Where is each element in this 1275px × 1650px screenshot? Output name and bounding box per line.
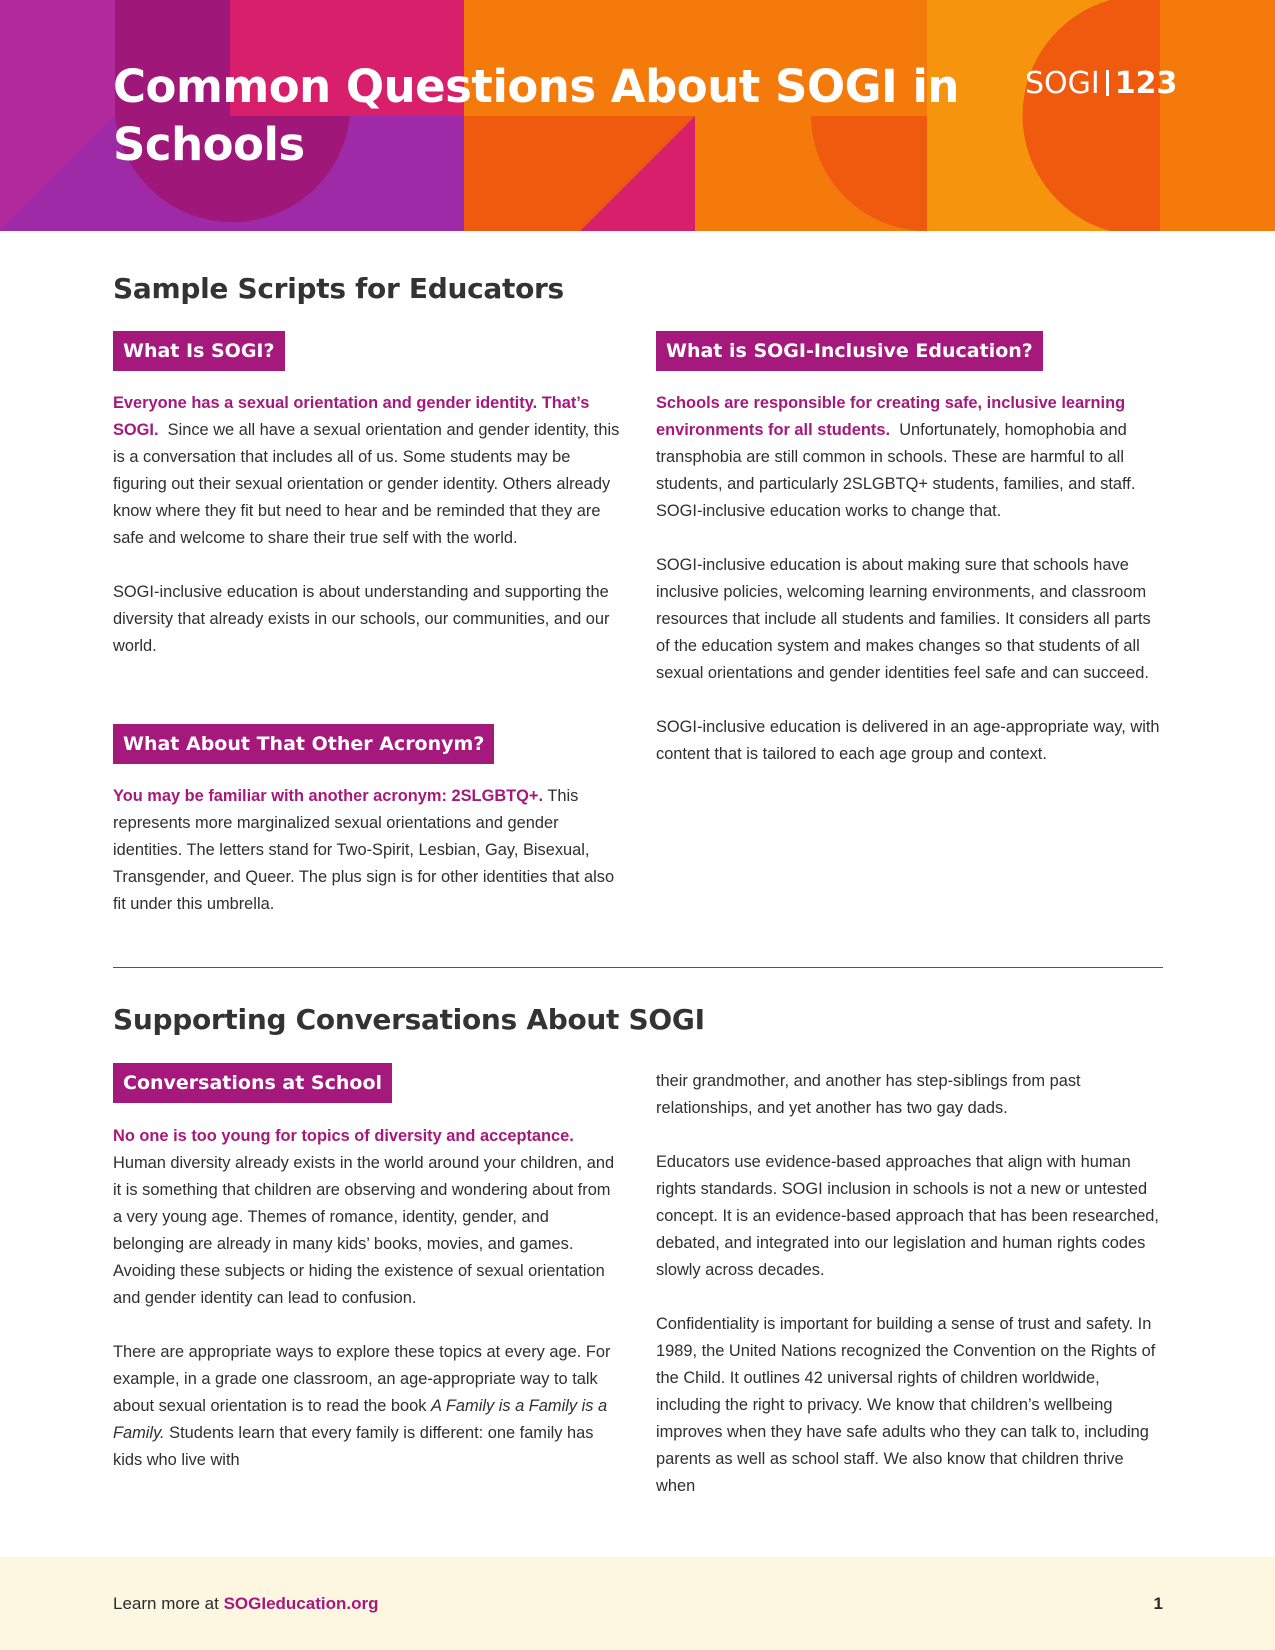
logo-number: 123 xyxy=(1114,66,1178,101)
lead-text: Everyone has a sexual orientation and gender identity. That’s SOGI. xyxy=(113,394,590,439)
page-title: Common Questions About SOGI in Schools xyxy=(113,60,959,171)
paragraph xyxy=(656,390,1166,525)
body-text: Students learn that every family is different: one family has kids who live with xyxy=(113,1424,594,1469)
tag-sogi-inclusive-education: What is SOGI-Inclusive Education? xyxy=(656,331,1043,371)
paragraph: SOGI-inclusive education is about making sure that schools have inclusive policies, welcoming learning environments, and classroom resources that include all students and families. It considers all parts of the education system and makes changes so that students of all sexual orientations and gender identities feel safe and can succeed. xyxy=(656,556,1151,682)
paragraph xyxy=(113,1123,623,1312)
tag-conversations-at-school: Conversations at School xyxy=(113,1063,392,1103)
paragraph: SOGI-inclusive education is about understanding and supporting the diversity that already exists in our schools, our communities, and our world. xyxy=(113,583,610,655)
column-sogi-inclusive-education xyxy=(656,390,1166,795)
learn-more-label: Learn more at xyxy=(113,1594,219,1613)
sogi-123-logo xyxy=(1025,66,1177,101)
body-text: Unfortunately, homophobia and transphobia are still common in schools. These are harmful to all students, and particularly 2SLGBTQ+ students, families, and staff. SOGI-inclusive education works to change that. xyxy=(656,421,1136,520)
column-what-is-sogi xyxy=(113,390,623,687)
paragraph xyxy=(113,1339,623,1474)
section-heading-supporting-conversations: Supporting Conversations About SOGI xyxy=(113,1003,705,1036)
column-conversations-right xyxy=(656,1068,1166,1527)
lead-text: No one is too young for topics of diversity and acceptance. xyxy=(113,1127,574,1145)
section-divider xyxy=(113,967,1163,968)
logo-word: SOGI xyxy=(1025,66,1100,101)
page-number: 1 xyxy=(1153,1594,1163,1613)
learn-more xyxy=(113,1594,378,1614)
body-text: Human diversity already exists in the world around your children, and it is something that children are observing and wondering about from a very young age. Themes of romance, identity, gender, and belonging are already in many kids’ books, movies, and games. Avoiding these subjects or hiding the existence of sexual orientation and gender identity can lead to confusion. xyxy=(113,1154,615,1307)
header-banner xyxy=(0,0,1275,231)
paragraph: Confidentiality is important for building a sense of trust and safety. In 1989, the United Nations recognized the Convention on the Rights of the Child. It outlines 42 universal rights of children worldwide, including the right to privacy. We know that children’s wellbeing improves when they have safe adults who they can talk to, including parents as well as school staff. We also know that children thrive when xyxy=(656,1315,1156,1495)
tag-what-is-sogi: What Is SOGI? xyxy=(113,331,285,371)
tag-other-acronym: What About That Other Acronym? xyxy=(113,724,494,764)
body-text: Since we all have a sexual orientation and gender identity, this is a conversation that includes all of us. Some students may be figuring out their sexual orientation or gender identity. Others already know where they fit but need to hear and be reminded that they are safe and welcome to share their true self with the world. xyxy=(113,421,620,547)
page-footer xyxy=(0,1557,1275,1650)
logo-separator xyxy=(1106,70,1109,96)
column-conversations-left xyxy=(113,1123,623,1501)
paragraph: SOGI-inclusive education is delivered in an age-appropriate way, with content that is tailored to each age group and context. xyxy=(656,718,1160,763)
body-text: This represents more marginalized sexual orientations and gender identities. The letters stand for Two-Spirit, Lesbian, Gay, Bisexual, Transgender, and Queer. The plus sign is for other identities that also fit under this umbrella. xyxy=(113,787,615,913)
lead-text: Schools are responsible for creating safe, inclusive learning environments for all students. xyxy=(656,394,1126,439)
paragraph xyxy=(113,390,623,552)
paragraph xyxy=(113,783,623,918)
section-heading-sample-scripts: Sample Scripts for Educators xyxy=(113,272,564,305)
paragraph: Educators use evidence-based approaches that align with human rights standards. SOGI inclusion in schools is not a new or untested concept. It is an evidence-based approach that has been researched, debated, and integrated into our legislation and human rights codes slowly across decades. xyxy=(656,1153,1159,1279)
paragraph: their grandmother, and another has step-siblings from past relationships, and yet another has two gay dads. xyxy=(656,1072,1081,1117)
body-text: There are appropriate ways to explore these topics at every age. For example, in a grade one classroom, an age-appropriate way to talk about sexual orientation is to read the book xyxy=(113,1343,611,1415)
sogi-education-link[interactable]: SOGIeducation.org xyxy=(223,1594,379,1613)
book-title: A Family is a Family is a Family. xyxy=(113,1397,608,1442)
column-other-acronym xyxy=(113,783,623,945)
lead-text: You may be familiar with another acronym: 2SLGBTQ+. xyxy=(113,787,544,805)
